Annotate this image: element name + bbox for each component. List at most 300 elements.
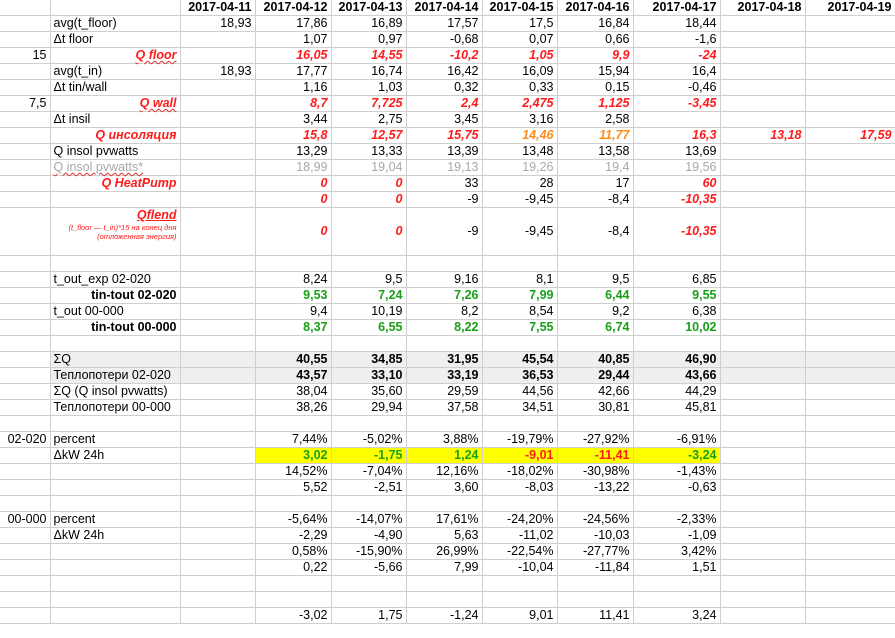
cell-value[interactable]: 44,29 bbox=[633, 384, 720, 400]
column-header[interactable] bbox=[50, 0, 180, 16]
cell-key[interactable] bbox=[0, 528, 50, 544]
cell-value[interactable]: 44,56 bbox=[482, 384, 557, 400]
cell-value[interactable] bbox=[482, 576, 557, 592]
cell-value[interactable] bbox=[720, 336, 805, 352]
cell-value[interactable] bbox=[720, 560, 805, 576]
cell-value[interactable] bbox=[720, 96, 805, 112]
cell-value[interactable]: 14,52% bbox=[255, 464, 331, 480]
cell-key[interactable] bbox=[0, 144, 50, 160]
cell-value[interactable]: 6,55 bbox=[331, 320, 406, 336]
cell-value[interactable]: 33,19 bbox=[406, 368, 482, 384]
cell-value[interactable]: -3,45 bbox=[633, 96, 720, 112]
cell-key[interactable] bbox=[0, 256, 50, 272]
cell-value[interactable]: 28 bbox=[482, 176, 557, 192]
cell-value[interactable]: 6,44 bbox=[557, 288, 633, 304]
cell-label[interactable]: percent bbox=[50, 432, 180, 448]
cell-value[interactable]: 7,99 bbox=[406, 560, 482, 576]
cell-value[interactable]: 2,4 bbox=[406, 96, 482, 112]
cell-value[interactable]: 7,44% bbox=[255, 432, 331, 448]
cell-label[interactable]: Q HeatPump bbox=[50, 176, 180, 192]
cell-value[interactable] bbox=[633, 496, 720, 512]
cell-value[interactable]: 29,59 bbox=[406, 384, 482, 400]
cell-value[interactable] bbox=[633, 336, 720, 352]
cell-value[interactable]: 31,95 bbox=[406, 352, 482, 368]
cell-label[interactable] bbox=[50, 608, 180, 624]
cell-value[interactable]: -8,03 bbox=[482, 480, 557, 496]
cell-value[interactable] bbox=[482, 336, 557, 352]
cell-value[interactable]: 9,2 bbox=[557, 304, 633, 320]
cell-value[interactable]: 0,22 bbox=[255, 560, 331, 576]
cell-value[interactable]: -24,56% bbox=[557, 512, 633, 528]
cell-value[interactable]: 9,01 bbox=[482, 608, 557, 624]
cell-value[interactable] bbox=[805, 432, 895, 448]
cell-label[interactable] bbox=[50, 480, 180, 496]
cell-value[interactable] bbox=[805, 576, 895, 592]
cell-key[interactable] bbox=[0, 544, 50, 560]
cell-value[interactable]: 10,02 bbox=[633, 320, 720, 336]
cell-value[interactable] bbox=[180, 464, 255, 480]
cell-value[interactable] bbox=[720, 256, 805, 272]
cell-value[interactable]: 7,55 bbox=[482, 320, 557, 336]
cell-key[interactable] bbox=[0, 352, 50, 368]
cell-value[interactable]: -30,98% bbox=[557, 464, 633, 480]
cell-value[interactable]: -10,35 bbox=[633, 192, 720, 208]
cell-value[interactable]: 16,05 bbox=[255, 48, 331, 64]
cell-value[interactable]: -10,35 bbox=[633, 208, 720, 256]
cell-value[interactable] bbox=[633, 416, 720, 432]
cell-value[interactable] bbox=[720, 576, 805, 592]
cell-value[interactable] bbox=[180, 112, 255, 128]
cell-value[interactable]: 3,88% bbox=[406, 432, 482, 448]
cell-value[interactable]: 38,04 bbox=[255, 384, 331, 400]
cell-value[interactable]: -4,90 bbox=[331, 528, 406, 544]
cell-value[interactable] bbox=[180, 32, 255, 48]
cell-value[interactable]: 16,74 bbox=[331, 64, 406, 80]
cell-value[interactable]: 14,55 bbox=[331, 48, 406, 64]
cell-value[interactable]: -19,79% bbox=[482, 432, 557, 448]
cell-value[interactable] bbox=[180, 352, 255, 368]
cell-value[interactable] bbox=[557, 496, 633, 512]
cell-value[interactable]: 3,60 bbox=[406, 480, 482, 496]
cell-label[interactable]: tin-tout 02-020 bbox=[50, 288, 180, 304]
cell-value[interactable]: 13,58 bbox=[557, 144, 633, 160]
cell-value[interactable]: -14,07% bbox=[331, 512, 406, 528]
cell-value[interactable]: 43,57 bbox=[255, 368, 331, 384]
cell-value[interactable] bbox=[720, 496, 805, 512]
cell-value[interactable]: -1,75 bbox=[331, 448, 406, 464]
cell-key[interactable]: 00-000 bbox=[0, 512, 50, 528]
cell-key[interactable] bbox=[0, 608, 50, 624]
cell-value[interactable]: 17,59 bbox=[805, 128, 895, 144]
cell-value[interactable]: 1,24 bbox=[406, 448, 482, 464]
cell-value[interactable] bbox=[255, 576, 331, 592]
cell-value[interactable] bbox=[805, 352, 895, 368]
cell-value[interactable]: 19,26 bbox=[482, 160, 557, 176]
cell-key[interactable] bbox=[0, 112, 50, 128]
cell-value[interactable]: -8,4 bbox=[557, 208, 633, 256]
cell-key[interactable] bbox=[0, 208, 50, 256]
cell-value[interactable]: 16,4 bbox=[633, 64, 720, 80]
cell-value[interactable]: 26,99% bbox=[406, 544, 482, 560]
cell-value[interactable] bbox=[633, 256, 720, 272]
cell-value[interactable] bbox=[180, 320, 255, 336]
cell-label[interactable] bbox=[50, 336, 180, 352]
cell-label[interactable]: avg(t_floor) bbox=[50, 16, 180, 32]
column-header[interactable]: 2017-04-11 bbox=[180, 0, 255, 16]
cell-value[interactable]: 11,41 bbox=[557, 608, 633, 624]
cell-value[interactable] bbox=[720, 80, 805, 96]
cell-key[interactable]: 02-020 bbox=[0, 432, 50, 448]
cell-value[interactable]: -2,29 bbox=[255, 528, 331, 544]
cell-label[interactable]: ΔkW 24h bbox=[50, 528, 180, 544]
cell-value[interactable]: 13,48 bbox=[482, 144, 557, 160]
cell-value[interactable]: 8,2 bbox=[406, 304, 482, 320]
cell-value[interactable] bbox=[805, 272, 895, 288]
cell-value[interactable] bbox=[633, 112, 720, 128]
cell-value[interactable]: 29,44 bbox=[557, 368, 633, 384]
cell-value[interactable]: -0,63 bbox=[633, 480, 720, 496]
cell-value[interactable] bbox=[406, 336, 482, 352]
cell-value[interactable] bbox=[331, 416, 406, 432]
cell-value[interactable]: 9,5 bbox=[557, 272, 633, 288]
cell-value[interactable]: 33 bbox=[406, 176, 482, 192]
cell-value[interactable]: 7,24 bbox=[331, 288, 406, 304]
cell-value[interactable]: -1,24 bbox=[406, 608, 482, 624]
cell-value[interactable]: -10,2 bbox=[406, 48, 482, 64]
column-header[interactable]: 2017-04-12 bbox=[255, 0, 331, 16]
cell-value[interactable]: -15,90% bbox=[331, 544, 406, 560]
cell-value[interactable] bbox=[720, 112, 805, 128]
cell-value[interactable] bbox=[557, 336, 633, 352]
cell-value[interactable] bbox=[180, 304, 255, 320]
cell-value[interactable] bbox=[805, 336, 895, 352]
cell-value[interactable]: 12,16% bbox=[406, 464, 482, 480]
cell-value[interactable]: 30,81 bbox=[557, 400, 633, 416]
cell-value[interactable] bbox=[720, 608, 805, 624]
cell-value[interactable] bbox=[720, 32, 805, 48]
cell-value[interactable] bbox=[180, 528, 255, 544]
cell-value[interactable] bbox=[720, 48, 805, 64]
cell-key[interactable] bbox=[0, 416, 50, 432]
cell-value[interactable] bbox=[720, 176, 805, 192]
cell-value[interactable]: 8,7 bbox=[255, 96, 331, 112]
cell-value[interactable] bbox=[720, 592, 805, 608]
cell-value[interactable] bbox=[720, 352, 805, 368]
cell-value[interactable]: 17 bbox=[557, 176, 633, 192]
cell-value[interactable] bbox=[180, 480, 255, 496]
cell-key[interactable]: 15 bbox=[0, 48, 50, 64]
cell-value[interactable]: 36,53 bbox=[482, 368, 557, 384]
cell-value[interactable]: -24 bbox=[633, 48, 720, 64]
cell-value[interactable]: -0,68 bbox=[406, 32, 482, 48]
cell-value[interactable]: 18,93 bbox=[180, 64, 255, 80]
cell-key[interactable] bbox=[0, 384, 50, 400]
cell-value[interactable]: 17,5 bbox=[482, 16, 557, 32]
cell-value[interactable] bbox=[805, 512, 895, 528]
cell-value[interactable] bbox=[720, 144, 805, 160]
cell-value[interactable] bbox=[805, 144, 895, 160]
cell-value[interactable]: 13,18 bbox=[720, 128, 805, 144]
cell-value[interactable] bbox=[805, 176, 895, 192]
cell-label[interactable]: percent bbox=[50, 512, 180, 528]
cell-key[interactable] bbox=[0, 576, 50, 592]
cell-value[interactable]: 6,74 bbox=[557, 320, 633, 336]
cell-value[interactable]: 1,03 bbox=[331, 80, 406, 96]
cell-value[interactable] bbox=[805, 96, 895, 112]
cell-value[interactable] bbox=[180, 496, 255, 512]
cell-value[interactable] bbox=[180, 416, 255, 432]
cell-value[interactable]: -8,4 bbox=[557, 192, 633, 208]
cell-value[interactable]: -9,45 bbox=[482, 192, 557, 208]
cell-value[interactable]: 1,51 bbox=[633, 560, 720, 576]
cell-value[interactable] bbox=[331, 336, 406, 352]
cell-value[interactable]: 8,54 bbox=[482, 304, 557, 320]
cell-value[interactable]: 6,85 bbox=[633, 272, 720, 288]
cell-value[interactable] bbox=[255, 592, 331, 608]
cell-value[interactable]: -9 bbox=[406, 208, 482, 256]
cell-value[interactable] bbox=[805, 416, 895, 432]
cell-key[interactable] bbox=[0, 192, 50, 208]
cell-value[interactable]: 45,54 bbox=[482, 352, 557, 368]
cell-value[interactable] bbox=[180, 160, 255, 176]
cell-value[interactable] bbox=[557, 576, 633, 592]
cell-value[interactable] bbox=[180, 368, 255, 384]
cell-value[interactable] bbox=[720, 320, 805, 336]
cell-value[interactable]: 7,99 bbox=[482, 288, 557, 304]
cell-label[interactable] bbox=[50, 576, 180, 592]
cell-value[interactable]: 13,29 bbox=[255, 144, 331, 160]
cell-value[interactable] bbox=[180, 144, 255, 160]
cell-value[interactable]: 0 bbox=[331, 176, 406, 192]
cell-value[interactable]: 0 bbox=[331, 208, 406, 256]
cell-label[interactable]: avg(t_in) bbox=[50, 64, 180, 80]
column-header[interactable]: 2017-04-15 bbox=[482, 0, 557, 16]
cell-value[interactable]: 15,94 bbox=[557, 64, 633, 80]
cell-value[interactable] bbox=[720, 512, 805, 528]
cell-value[interactable]: -5,64% bbox=[255, 512, 331, 528]
cell-value[interactable]: 9,4 bbox=[255, 304, 331, 320]
cell-value[interactable] bbox=[180, 48, 255, 64]
cell-label[interactable] bbox=[50, 560, 180, 576]
cell-key[interactable] bbox=[0, 592, 50, 608]
cell-label[interactable] bbox=[50, 256, 180, 272]
cell-value[interactable] bbox=[720, 16, 805, 32]
cell-value[interactable] bbox=[805, 496, 895, 512]
cell-value[interactable] bbox=[406, 496, 482, 512]
cell-value[interactable]: 60 bbox=[633, 176, 720, 192]
cell-label[interactable]: Q insol pvwatts* bbox=[50, 160, 180, 176]
cell-value[interactable]: 29,94 bbox=[331, 400, 406, 416]
cell-value[interactable] bbox=[255, 416, 331, 432]
cell-value[interactable]: 34,51 bbox=[482, 400, 557, 416]
cell-value[interactable]: -18,02% bbox=[482, 464, 557, 480]
cell-value[interactable]: 13,69 bbox=[633, 144, 720, 160]
cell-value[interactable] bbox=[805, 608, 895, 624]
cell-label[interactable] bbox=[50, 496, 180, 512]
cell-key[interactable] bbox=[0, 128, 50, 144]
cell-value[interactable] bbox=[331, 576, 406, 592]
cell-key[interactable] bbox=[0, 64, 50, 80]
cell-value[interactable] bbox=[805, 592, 895, 608]
cell-key[interactable] bbox=[0, 448, 50, 464]
cell-value[interactable] bbox=[720, 528, 805, 544]
cell-value[interactable]: 0,32 bbox=[406, 80, 482, 96]
cell-value[interactable] bbox=[805, 304, 895, 320]
cell-value[interactable]: -9,01 bbox=[482, 448, 557, 464]
cell-value[interactable] bbox=[180, 592, 255, 608]
cell-value[interactable]: 8,37 bbox=[255, 320, 331, 336]
cell-label[interactable]: ΣQ bbox=[50, 352, 180, 368]
cell-value[interactable]: -3,02 bbox=[255, 608, 331, 624]
cell-value[interactable]: 3,42% bbox=[633, 544, 720, 560]
cell-label[interactable]: ΔkW 24h bbox=[50, 448, 180, 464]
cell-value[interactable] bbox=[720, 448, 805, 464]
cell-value[interactable] bbox=[720, 432, 805, 448]
cell-value[interactable] bbox=[720, 416, 805, 432]
cell-value[interactable]: -22,54% bbox=[482, 544, 557, 560]
cell-value[interactable]: 46,90 bbox=[633, 352, 720, 368]
cell-value[interactable]: 42,66 bbox=[557, 384, 633, 400]
cell-value[interactable]: -27,77% bbox=[557, 544, 633, 560]
cell-value[interactable]: 7,725 bbox=[331, 96, 406, 112]
cell-value[interactable]: 37,58 bbox=[406, 400, 482, 416]
cell-value[interactable]: 0,58% bbox=[255, 544, 331, 560]
cell-label[interactable] bbox=[50, 592, 180, 608]
cell-value[interactable] bbox=[180, 176, 255, 192]
cell-value[interactable] bbox=[180, 208, 255, 256]
cell-value[interactable] bbox=[180, 400, 255, 416]
cell-value[interactable]: 18,44 bbox=[633, 16, 720, 32]
cell-value[interactable]: 0 bbox=[331, 192, 406, 208]
cell-key[interactable] bbox=[0, 336, 50, 352]
cell-value[interactable] bbox=[720, 544, 805, 560]
cell-value[interactable] bbox=[482, 416, 557, 432]
cell-value[interactable]: 18,99 bbox=[255, 160, 331, 176]
cell-value[interactable] bbox=[180, 192, 255, 208]
cell-value[interactable]: 15,75 bbox=[406, 128, 482, 144]
cell-value[interactable]: 33,10 bbox=[331, 368, 406, 384]
cell-value[interactable] bbox=[180, 544, 255, 560]
cell-value[interactable] bbox=[805, 528, 895, 544]
cell-value[interactable]: 40,55 bbox=[255, 352, 331, 368]
cell-value[interactable]: -9,45 bbox=[482, 208, 557, 256]
cell-key[interactable] bbox=[0, 560, 50, 576]
cell-label[interactable]: ΣQ (Q insol pvwatts) bbox=[50, 384, 180, 400]
cell-value[interactable]: -1,43% bbox=[633, 464, 720, 480]
cell-value[interactable]: -11,41 bbox=[557, 448, 633, 464]
cell-value[interactable] bbox=[557, 256, 633, 272]
cell-value[interactable] bbox=[805, 160, 895, 176]
cell-value[interactable]: 9,5 bbox=[331, 272, 406, 288]
cell-value[interactable] bbox=[180, 512, 255, 528]
cell-value[interactable]: 14,46 bbox=[482, 128, 557, 144]
column-header[interactable]: 2017-04-19 bbox=[805, 0, 895, 16]
cell-value[interactable] bbox=[720, 288, 805, 304]
cell-value[interactable] bbox=[180, 96, 255, 112]
cell-value[interactable]: 9,53 bbox=[255, 288, 331, 304]
cell-value[interactable]: 17,61% bbox=[406, 512, 482, 528]
cell-value[interactable] bbox=[482, 496, 557, 512]
cell-value[interactable] bbox=[805, 32, 895, 48]
cell-value[interactable] bbox=[557, 592, 633, 608]
cell-value[interactable] bbox=[255, 496, 331, 512]
cell-value[interactable] bbox=[720, 160, 805, 176]
cell-value[interactable]: -11,02 bbox=[482, 528, 557, 544]
cell-value[interactable] bbox=[720, 384, 805, 400]
cell-value[interactable] bbox=[805, 544, 895, 560]
cell-value[interactable] bbox=[805, 320, 895, 336]
cell-value[interactable] bbox=[805, 208, 895, 256]
cell-label[interactable]: Q wall bbox=[50, 96, 180, 112]
cell-value[interactable]: 3,45 bbox=[406, 112, 482, 128]
cell-value[interactable]: 5,63 bbox=[406, 528, 482, 544]
cell-value[interactable] bbox=[720, 304, 805, 320]
column-header[interactable]: 2017-04-13 bbox=[331, 0, 406, 16]
cell-label[interactable]: tin-tout 00-000 bbox=[50, 320, 180, 336]
cell-value[interactable]: 16,09 bbox=[482, 64, 557, 80]
cell-value[interactable] bbox=[805, 384, 895, 400]
cell-value[interactable]: -9 bbox=[406, 192, 482, 208]
cell-value[interactable] bbox=[805, 480, 895, 496]
cell-value[interactable]: -7,04% bbox=[331, 464, 406, 480]
cell-value[interactable]: 17,86 bbox=[255, 16, 331, 32]
cell-value[interactable]: 3,02 bbox=[255, 448, 331, 464]
cell-label[interactable] bbox=[50, 208, 180, 256]
cell-value[interactable]: 17,57 bbox=[406, 16, 482, 32]
cell-value[interactable] bbox=[180, 128, 255, 144]
cell-key[interactable] bbox=[0, 16, 50, 32]
cell-value[interactable] bbox=[180, 336, 255, 352]
cell-value[interactable]: -11,84 bbox=[557, 560, 633, 576]
cell-key[interactable] bbox=[0, 304, 50, 320]
column-header[interactable] bbox=[0, 0, 50, 16]
cell-value[interactable]: 8,22 bbox=[406, 320, 482, 336]
cell-value[interactable]: -2,33% bbox=[633, 512, 720, 528]
cell-key[interactable]: 7,5 bbox=[0, 96, 50, 112]
cell-value[interactable]: 0,07 bbox=[482, 32, 557, 48]
cell-value[interactable]: 45,81 bbox=[633, 400, 720, 416]
cell-value[interactable]: 1,07 bbox=[255, 32, 331, 48]
cell-key[interactable] bbox=[0, 32, 50, 48]
cell-value[interactable]: -3,24 bbox=[633, 448, 720, 464]
cell-value[interactable]: 19,13 bbox=[406, 160, 482, 176]
cell-value[interactable]: 7,26 bbox=[406, 288, 482, 304]
cell-value[interactable] bbox=[805, 560, 895, 576]
cell-value[interactable]: 43,66 bbox=[633, 368, 720, 384]
cell-value[interactable]: 1,05 bbox=[482, 48, 557, 64]
cell-key[interactable] bbox=[0, 176, 50, 192]
cell-value[interactable] bbox=[805, 448, 895, 464]
cell-value[interactable] bbox=[805, 256, 895, 272]
column-header[interactable]: 2017-04-17 bbox=[633, 0, 720, 16]
cell-value[interactable]: 0,97 bbox=[331, 32, 406, 48]
cell-label[interactable] bbox=[50, 464, 180, 480]
cell-value[interactable] bbox=[720, 368, 805, 384]
column-header[interactable]: 2017-04-14 bbox=[406, 0, 482, 16]
cell-value[interactable] bbox=[482, 592, 557, 608]
column-header[interactable]: 2017-04-18 bbox=[720, 0, 805, 16]
cell-value[interactable]: -27,92% bbox=[557, 432, 633, 448]
cell-value[interactable] bbox=[482, 256, 557, 272]
cell-label[interactable]: Δt floor bbox=[50, 32, 180, 48]
cell-key[interactable] bbox=[0, 80, 50, 96]
cell-key[interactable] bbox=[0, 480, 50, 496]
cell-value[interactable]: 2,58 bbox=[557, 112, 633, 128]
cell-value[interactable]: 35,60 bbox=[331, 384, 406, 400]
cell-value[interactable]: 0 bbox=[255, 176, 331, 192]
cell-value[interactable] bbox=[633, 592, 720, 608]
cell-value[interactable] bbox=[180, 256, 255, 272]
